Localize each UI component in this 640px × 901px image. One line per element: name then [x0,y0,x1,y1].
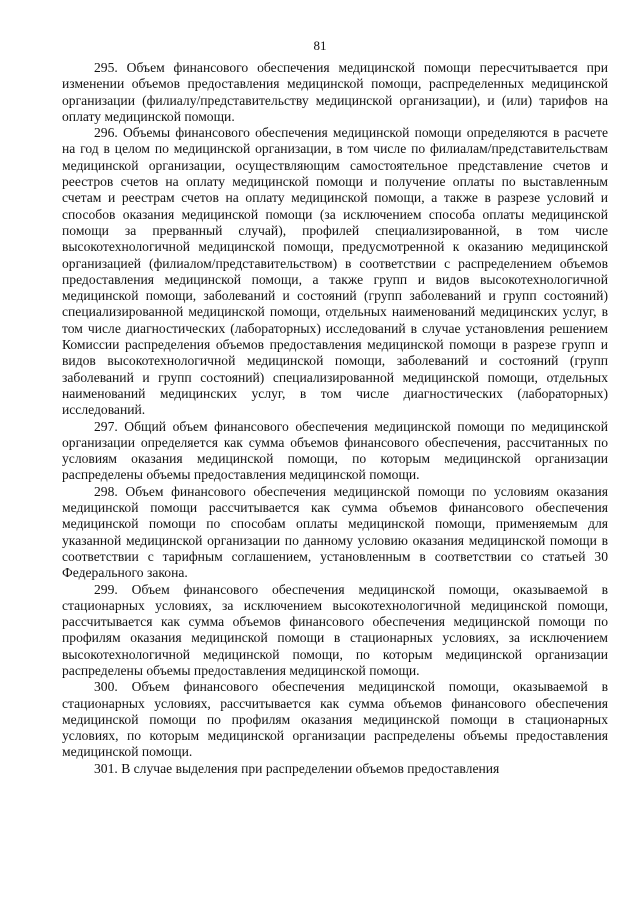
paragraph-299: 299. Объем финансового обеспечения медицинской помощи, оказываемой в стационарных условиях, за исключением высокотехнологичной медицинской помощи, рассчитывается как сумма объемов финансового обеспечения медицинской помощи по профилям оказания медицинской помощи в стационарных условиях, за исключением высокотехнологичной медицинской помощи, по которым медицинской организации распределены объемы предоставления медицинской помощи. [62,581,608,678]
paragraph-300: 300. Объем финансового обеспечения медицинской помощи, оказываемой в стационарных условиях, рассчитывается как сумма объемов финансового обеспечения медицинской помощи по профилям оказания медицинской помощи в стационарных условиях, по которым медицинской организации распределены объемы предоставления медицинской помощи. [62,679,608,760]
paragraph-296: 296. Объемы финансового обеспечения медицинской помощи определяются в расчете на год в целом по медицинской организации, в том числе по филиалам/представительствам медицинской организации, осуществляющим самостоятельное представление счетов и реестров счетов на оплату медицинской помощи и получение оплаты по выставленным счетам и реестрам счетов на оплату медицинской помощи, а также в разрезе условий и способов оказания медицинской помощи (за исключением способа оплаты медицинской помощи за прерванный случай), профилей специализированной, в том числе высокотехнологичной медицинской помощи, предусмотренной к оказанию медицинской организацией (филиалом/представительством) в соответствии с распределением объемов предоставления медицинской помощи, а также групп и видов высокотехнологичной медицинской помощи, заболеваний и состояний (групп заболеваний и групп состояний) специализированной медицинской помощи, отдельных наименований медицинских услуг, в том числе диагностических (лабораторных) исследований в случае установления решением Комиссии распределения объемов предоставления медицинской помощи в разрезе групп и видов высокотехнологичной медицинской помощи, заболеваний и состояний (групп заболеваний и групп состояний) специализированной медицинской помощи, отдельных наименований медицинских услуг, в том числе диагностических (лабораторных) исследований. [62,125,608,418]
document-body [62,60,608,777]
paragraph-301: 301. В случае выделения при распределении объемов предоставления [94,760,500,776]
page-number: 81 [313,38,327,53]
paragraph-297: 297. Общий объем финансового обеспечения медицинской помощи по медицинской организации определяется как сумма объемов финансового обеспечения, рассчитанных по условиям оказания медицинской помощи, по которым медицинской организации распределены объемы предоставления медицинской помощи. [62,418,608,483]
paragraph-298: 298. Объем финансового обеспечения медицинской помощи по условиям оказания медицинской помощи рассчитывается как сумма объемов финансового обеспечения медицинской помощи по способам оплаты медицинской помощи, применяемым для указанной медицинской организации по данному условию оказания медицинской помощи в соответствии с тарифным соглашением, установленным в соответствии со статьей 30 Федерального закона. [62,483,608,581]
paragraph-295: 295. Объем финансового обеспечения медицинской помощи пересчитывается при изменении объемов предоставления медицинской помощи, распределенных медицинской организации (филиалу/представительству медицинской организации), и (или) тарифов на оплату медицинской помощи. [62,60,608,124]
